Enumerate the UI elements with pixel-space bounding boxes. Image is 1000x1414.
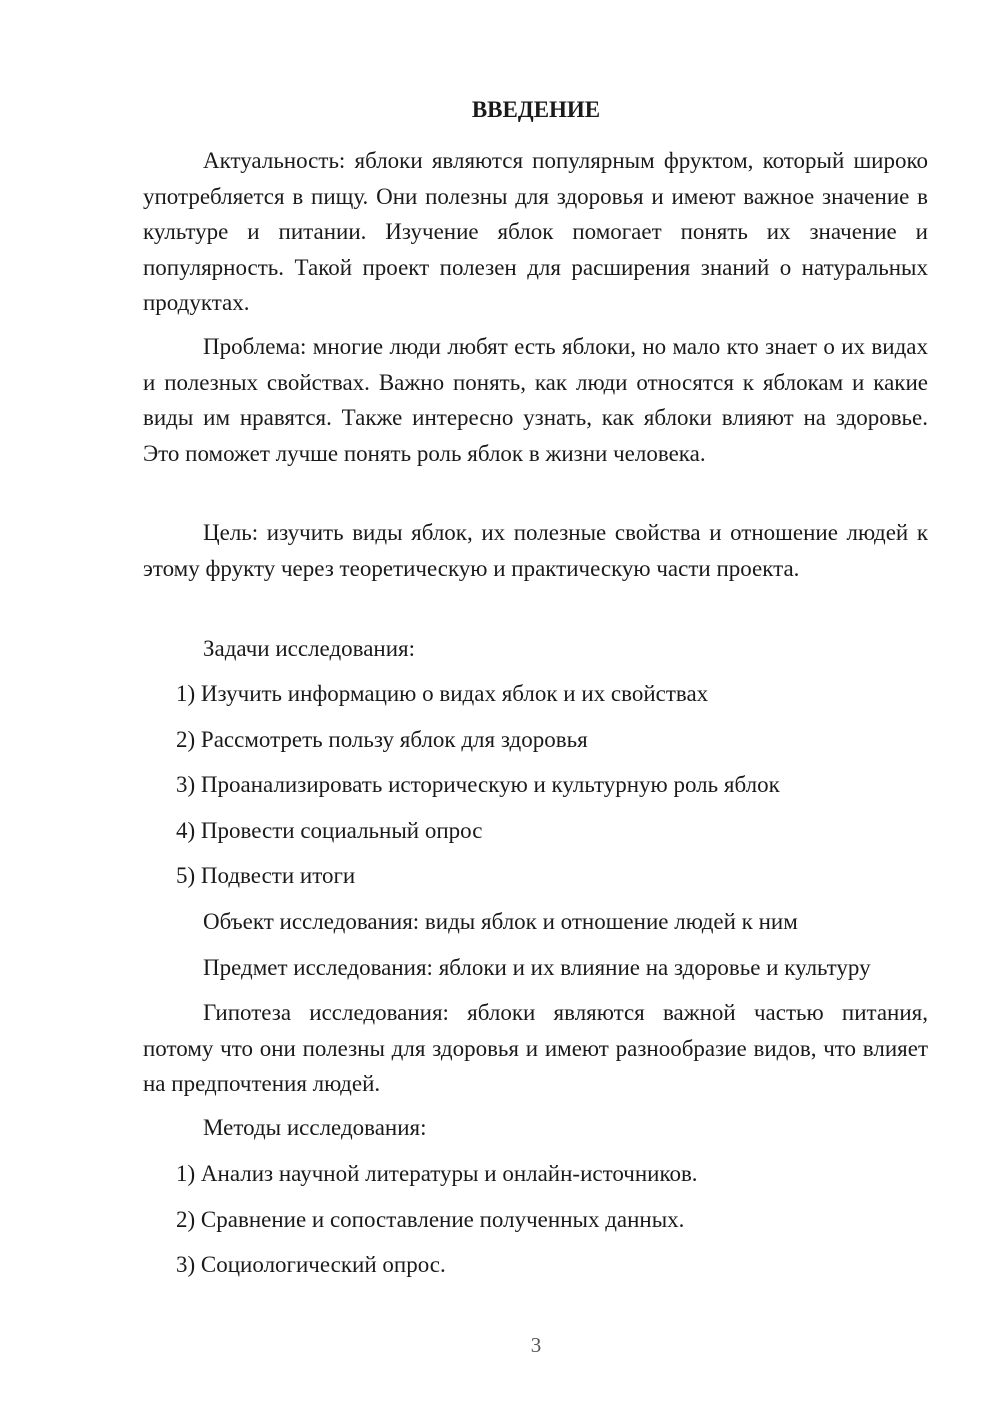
method-item: 3) Социологический опрос. (176, 1252, 446, 1277)
method-item: 2) Сравнение и сопоставление полученных данных. (176, 1207, 685, 1232)
relevance-paragraph: Актуальность: яблоки являются популярным фруктом, который широко употребляется в пищу. Они полезны для здоровья и имеют важное значение в культуре и питании. Изучение яблок помогает понять их значение и популярность. Такой проект полезен для расширения знаний о натуральных продуктах. (143, 148, 928, 315)
tasks-heading: Задачи исследования: (203, 636, 416, 661)
page-number: 3 (530, 1333, 542, 1357)
subject-line: Предмет исследования: яблоки и их влияние на здоровье и культуру (203, 955, 871, 980)
object-line: Объект исследования: виды яблок и отношение людей к ним (203, 909, 798, 934)
hypothesis-paragraph: Гипотеза исследования: яблоки являются важной частью питания, потому что они полезны для здоровья и имеют разнообразие видов, что влияет на предпочтения людей. (143, 1000, 928, 1096)
task-item: 3) Проанализировать историческую и культурную роль яблок (176, 772, 780, 797)
problem-paragraph: Проблема: многие люди любят есть яблоки, но мало кто знает о их видах и полезных свойствах. Важно понять, как люди относятся к яблокам и какие виды им нравятся. Также интересно узнать, как яблоки влияют на здоровье. Это поможет лучше понять роль яблок в жизни человека. (143, 334, 928, 466)
task-item: 2) Рассмотреть пользу яблок для здоровья (176, 727, 588, 752)
task-item: 4) Провести социальный опрос (176, 818, 483, 843)
goal-paragraph: Цель: изучить виды яблок, их полезные свойства и отношение людей к этому фрукту через теоретическую и практическую части проекта. (143, 520, 928, 581)
section-title: ВВЕДЕНИЕ (471, 97, 601, 122)
method-item: 1) Анализ научной литературы и онлайн-источников. (176, 1161, 698, 1186)
methods-heading: Методы исследования: (203, 1115, 427, 1140)
task-item: 5) Подвести итоги (176, 863, 356, 888)
task-item: 1) Изучить информацию о видах яблок и их свойствах (176, 681, 709, 706)
